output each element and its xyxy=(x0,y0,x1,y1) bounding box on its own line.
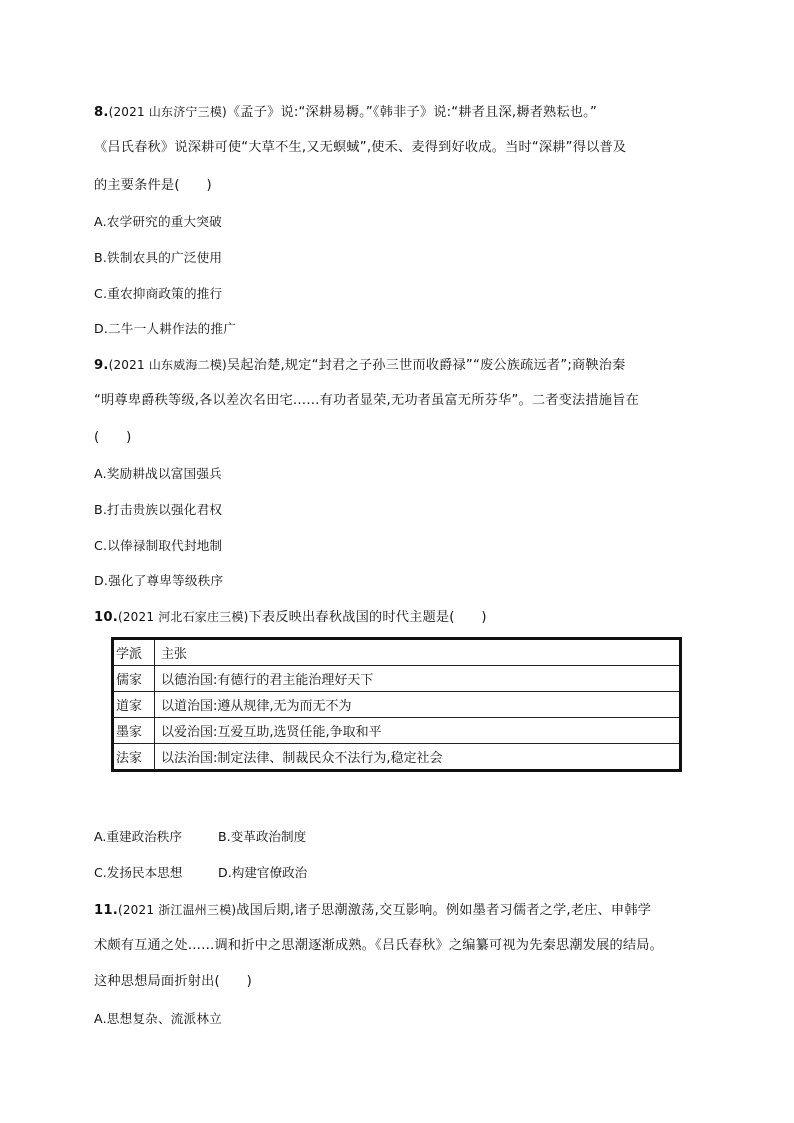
schools-table xyxy=(111,637,682,772)
q9-stem-line1 xyxy=(94,356,626,375)
q11-number: 11. xyxy=(94,903,118,918)
q9-stem-line3: ( ) xyxy=(94,430,132,445)
table-cell-school: 法家 xyxy=(113,744,155,771)
q11-stem-line1 xyxy=(94,901,651,920)
q8-stem-line2: 《吕氏春秋》说深耕可使“大草不生,又无螟蜮”,使禾、麦得到好收成。当时“深耕”得以普及 xyxy=(94,140,627,155)
q10-stem-line1 xyxy=(94,608,487,627)
q10-option-b: B.变革政治制度 xyxy=(218,829,307,844)
table-row xyxy=(113,692,681,718)
q11-option-a: A.思想复杂、流派林立 xyxy=(94,1011,222,1026)
q8-option-d: D.二牛一人耕作法的推广 xyxy=(94,321,237,336)
q9-source: (2021 山东威海二模) xyxy=(108,358,227,372)
table-cell-claim: 以德治国:有德行的君主能治理好天下 xyxy=(155,666,681,692)
q10-option-a: A.重建政治秩序 xyxy=(94,829,182,844)
table-row xyxy=(113,718,681,744)
q8-stem-text1: 《孟子》说:“深耕易耨。”《韩非子》说:“耕者且深,耨者熟耘也。” xyxy=(226,105,598,120)
q9-stem-text1: 吴起治楚,规定“封君之子孙三世而收爵禄”“废公族疏远者”;商鞅治秦 xyxy=(226,358,626,373)
table-row xyxy=(113,744,681,771)
q11-source: (2021 浙江温州三模) xyxy=(117,903,237,917)
q8-stem-line1 xyxy=(94,103,597,122)
q9-option-b: B.打击贵族以强化君权 xyxy=(94,502,223,517)
table-cell-school: 墨家 xyxy=(113,718,155,744)
q10-option-d: D.构建官僚政治 xyxy=(218,865,308,880)
q9-option-a: A.奖励耕战以富国强兵 xyxy=(94,466,222,481)
q9-option-d: D.强化了尊卑等级秩序 xyxy=(94,573,224,588)
q9-number: 9. xyxy=(94,358,109,373)
q10-options-row2 xyxy=(94,864,308,882)
q8-option-a: A.农学研究的重大突破 xyxy=(94,214,222,229)
table-header-school: 学派 xyxy=(113,639,155,666)
table-cell-school: 道家 xyxy=(113,692,155,718)
q10-option-c: C.发扬民本思想 xyxy=(94,865,183,880)
q8-option-b: B.铁制农具的广泛使用 xyxy=(94,250,223,265)
q8-stem-line3: 的主要条件是( ) xyxy=(94,178,212,193)
q10-number: 10. xyxy=(94,610,118,625)
q10-stem-text1: 下表反映出春秋战国的时代主题是( ) xyxy=(248,610,487,625)
q11-stem-line3: 这种思想局面折射出( ) xyxy=(94,974,252,989)
q9-stem-line2: “明尊卑爵秩等级,各以差次名田宅……有功者显荣,无功者虽富无所芬华”。二者变法措施旨在 xyxy=(94,393,639,408)
q8-source: (2021 山东济宁三模) xyxy=(108,105,227,119)
q8-number: 8. xyxy=(94,105,109,120)
table-row xyxy=(113,666,681,692)
q11-stem-line2: 术颇有互通之处……调和折中之思潮逐渐成熟。《吕氏春秋》之编纂可视为先秦思潮发展的结局。 xyxy=(94,938,664,953)
q9-option-c: C.以俸禄制取代封地制 xyxy=(94,538,223,553)
q8-option-c: C.重农抑商政策的推行 xyxy=(94,286,223,301)
table-cell-school: 儒家 xyxy=(113,666,155,692)
table-header-claim: 主张 xyxy=(155,639,681,666)
q10-source: (2021 河北石家庄三模) xyxy=(117,610,249,624)
table-header-row xyxy=(113,639,681,666)
q10-options-row1 xyxy=(94,828,307,846)
table-cell-claim: 以道治国:遵从规律,无为而无不为 xyxy=(155,692,681,718)
q11-stem-text1: 战国后期,诸子思潮激荡,交互影响。例如墨者习儒者之学,老庄、申韩学 xyxy=(236,903,652,918)
table-cell-claim: 以法治国:制定法律、制裁民众不法行为,稳定社会 xyxy=(155,744,681,771)
table-cell-claim: 以爱治国:互爱互助,选贤任能,争取和平 xyxy=(155,718,681,744)
